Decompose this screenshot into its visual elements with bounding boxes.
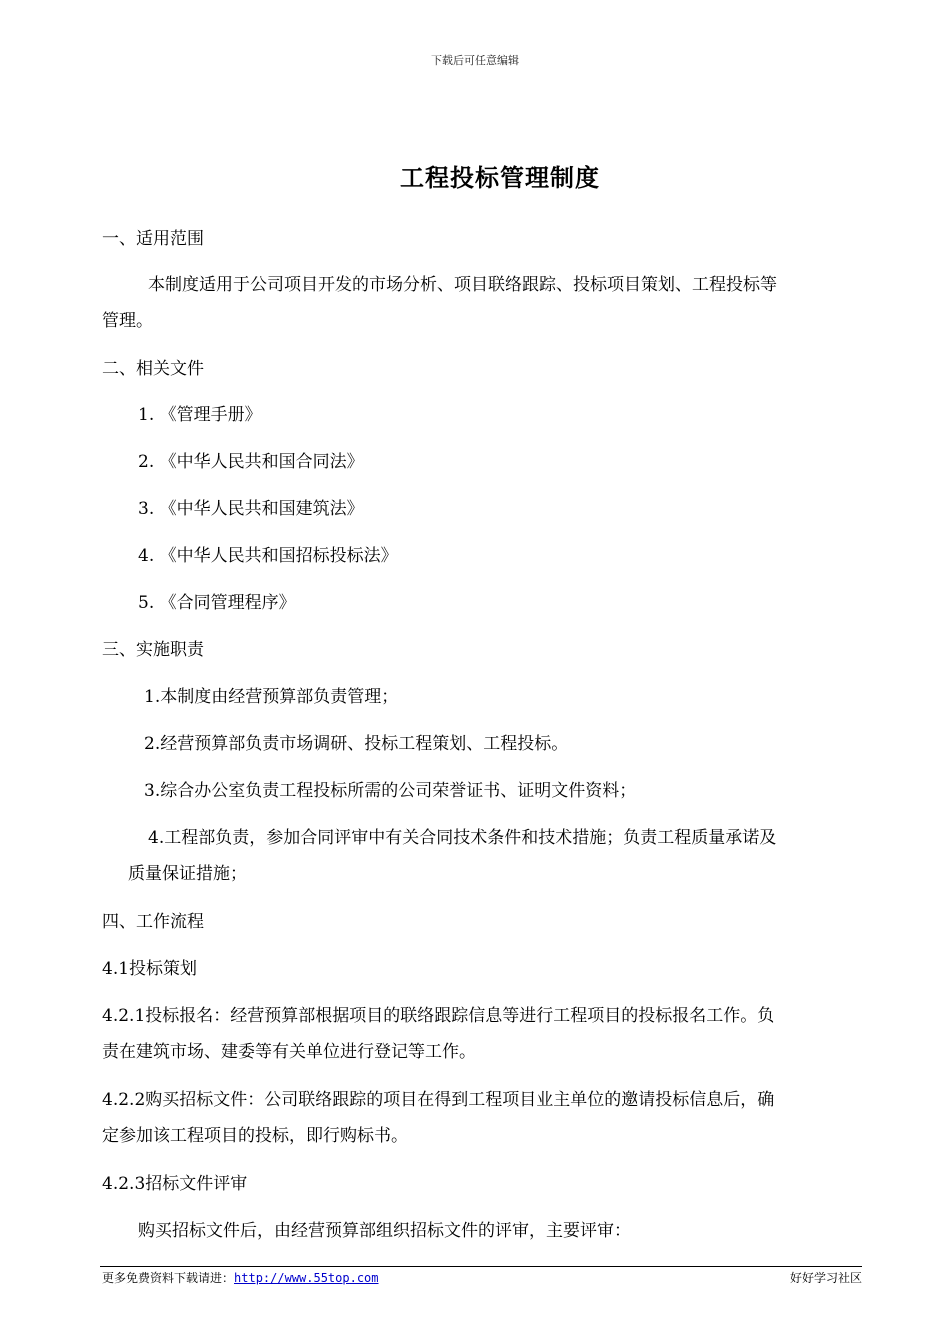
document-title: 工程投标管理制度 [400, 164, 600, 192]
footer-divider [100, 1266, 862, 1267]
section-3-heading: 三、实施职责 [102, 640, 204, 660]
reference-item: 3. 《中华人民共和国建筑法》 [138, 499, 364, 519]
reference-item: 2. 《中华人民共和国合同法》 [138, 452, 364, 472]
subsection-4-2-3: 4.2.3招标文件评审 [102, 1174, 248, 1194]
responsibility-item: 4.工程部负责，参加合同评审中有关合同技术条件和技术措施；负责工程质量承诺及 [148, 828, 777, 848]
section-1-heading: 一、适用范围 [102, 229, 204, 249]
footer-left [102, 1269, 379, 1286]
reference-item: 5. 《合同管理程序》 [138, 593, 296, 613]
footer-right-text: 好好学习社区 [789, 1271, 862, 1285]
subsection-4-2-2-line-1: 4.2.2购买招标文件：公司联络跟踪的项目在得到工程项目业主单位的邀请投标信息后，确 [102, 1090, 775, 1110]
reference-item: 4. 《中华人民共和国招标投标法》 [138, 546, 398, 566]
section-1-paragraph-line-1: 本制度适用于公司项目开发的市场分析、项目联络跟踪、投标项目策划、工程投标等 [148, 275, 777, 295]
subsection-4-2-1-line-1: 4.2.1投标报名：经营预算部根据项目的联络跟踪信息等进行工程项目的投标报名工作。负 [102, 1006, 775, 1026]
section-1-paragraph-line-2: 管理。 [102, 311, 153, 331]
footer-prefix: 更多免费资料下载请进： [102, 1271, 235, 1285]
subsection-4-2-2-line-2: 定参加该工程项目的投标，即行购标书。 [102, 1126, 408, 1146]
section-4-heading: 四、工作流程 [102, 912, 204, 932]
footer-link[interactable]: http://www.55top.com [234, 1271, 379, 1285]
section-2-heading: 二、相关文件 [102, 359, 204, 379]
responsibility-item: 1.本制度由经营预算部负责管理； [144, 687, 399, 707]
reference-item: 1. 《管理手册》 [138, 405, 262, 425]
responsibility-item-continued: 质量保证措施； [128, 864, 247, 884]
responsibility-item: 3.综合办公室负责工程投标所需的公司荣誉证书、证明文件资料； [144, 781, 637, 801]
responsibility-item: 2.经营预算部负责市场调研、投标工程策划、工程投标。 [144, 734, 569, 754]
subsection-4-2-1-line-2: 责在建筑市场、建委等有关单位进行登记等工作。 [102, 1042, 476, 1062]
subsection-4-1: 4.1投标策划 [102, 959, 198, 979]
subsection-4-2-3-paragraph: 购买招标文件后，由经营预算部组织招标文件的评审，主要评审： [138, 1221, 631, 1241]
header-note: 下载后可任意编辑 [431, 54, 519, 67]
